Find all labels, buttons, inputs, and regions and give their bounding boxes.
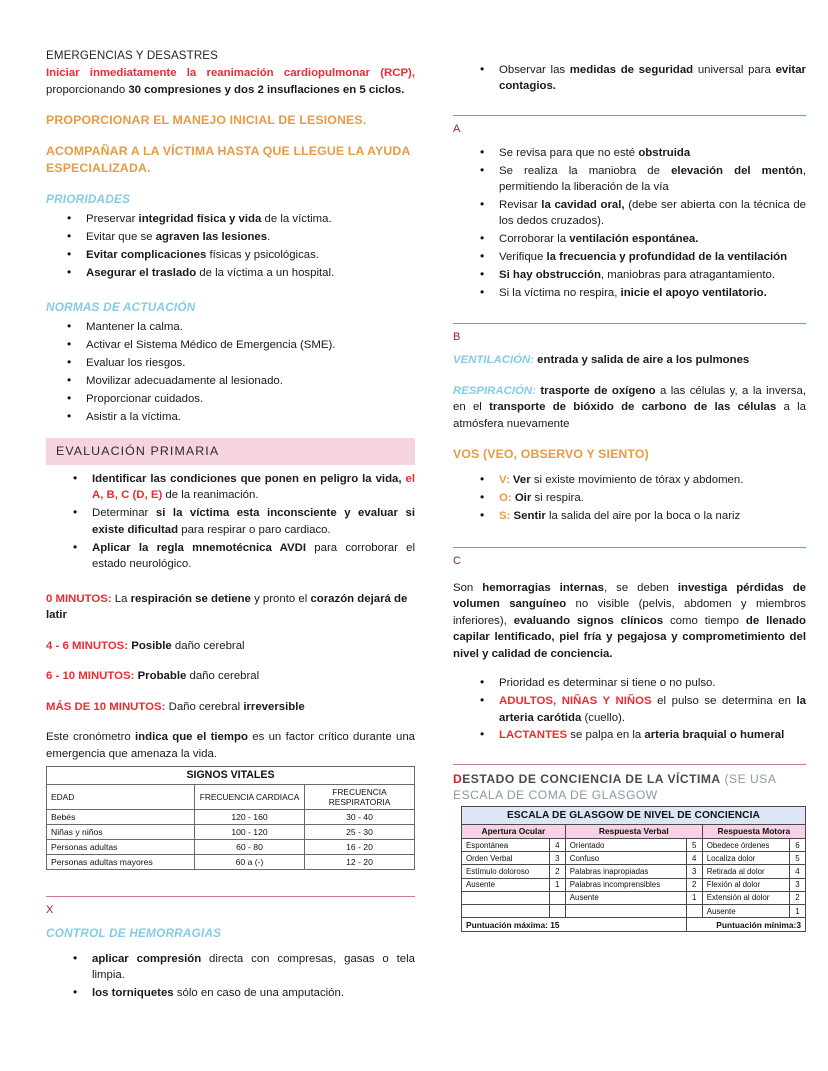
list-item <box>90 540 415 573</box>
respiracion-post: a la atmósfera nuevamente <box>453 401 806 430</box>
gcs-score: 3 <box>686 865 702 878</box>
minutes-bold: Posible <box>131 639 172 652</box>
item-post: para corroborar el estado neurológico. <box>92 541 415 571</box>
list-item <box>497 727 806 743</box>
item-pre: Observar las <box>499 64 570 76</box>
gcs-score <box>549 891 565 904</box>
minutes-row-0 <box>46 591 415 624</box>
vitals-header-fr: FRECUENCIA RESPIRATORIA <box>305 785 415 810</box>
gcs-cell: Palabras incomprensibles <box>565 878 686 891</box>
table-row <box>47 855 415 870</box>
gcs-title: ESCALA DE GLASGOW DE NIVEL DE CONCIENCIA <box>462 806 806 824</box>
pulso-list <box>453 675 806 744</box>
item-pre: Prioridad es determinar si tiene o no pulso. <box>499 677 716 690</box>
item-bold: Identificar las condiciones que ponen en peligro la vida, <box>92 473 406 486</box>
gcs-score: 1 <box>790 904 806 917</box>
minutes-label: 4 - 6 MINUTOS: <box>46 639 129 652</box>
list-item <box>90 505 415 538</box>
list-item <box>497 490 806 506</box>
item-pre: se palpa en la <box>567 729 645 742</box>
heading-vos: VOS (VEO, OBSERVO Y SIENTO) <box>453 447 649 462</box>
table-row <box>47 840 415 855</box>
item-bold: elevación del mentón <box>671 164 803 177</box>
circulacion-paragraph <box>453 580 806 663</box>
item-post: directa con compresas, gasas o tela limpia. <box>92 953 415 982</box>
ventilacion-definition <box>453 352 806 369</box>
list-item: • Evaluar los riesgos. <box>84 355 415 371</box>
table-row <box>47 785 415 810</box>
heading-acompanar-victima: ACOMPAÑAR A LA VÍCTIMA HASTA QUE LLEGUE LA AYUDA ESPECIALIZADA. <box>46 144 411 175</box>
gcs-cell: Confuso <box>565 852 686 865</box>
item-pre: Preservar <box>86 213 139 225</box>
table-row <box>462 865 806 878</box>
vitals-cell-fr: 12 - 20 <box>305 855 415 870</box>
section-letter-a: A <box>453 122 461 135</box>
respiracion-mid: a las células y, a la inversa, en el <box>453 384 806 414</box>
vos-letter: S: <box>499 510 511 523</box>
list-item <box>497 163 806 196</box>
item-bold: Si hay obstrucción <box>499 269 601 282</box>
vitals-cell-fr: 25 - 30 <box>305 825 415 840</box>
item-post: (cuello). <box>581 711 625 724</box>
item-post: para respirar o paro cardiaco. <box>178 523 331 536</box>
item-bold: Sentir <box>510 510 546 523</box>
item-bold: si la víctima esta inconsciente y evaluar si existe dificultad <box>92 507 415 536</box>
minutes-bold: irreversible <box>243 700 305 713</box>
gcs-score: 2 <box>549 865 565 878</box>
gcs-score: 2 <box>790 891 806 904</box>
minutes-bold: Probable <box>137 670 187 682</box>
vitals-cell-age: Personas adultas mayores <box>47 855 195 870</box>
vos-list <box>453 472 806 524</box>
item-pre: Corroborar la <box>499 233 570 246</box>
table-row <box>462 904 806 917</box>
item-red: LACTANTES <box>499 729 568 742</box>
cronometro-pre: Este cronómetro <box>46 731 136 743</box>
item-post: de la víctima. <box>261 213 332 225</box>
gcs-score: 6 <box>790 839 806 852</box>
item-pre: Se realiza la maniobra de <box>499 164 672 177</box>
list-item <box>497 472 806 488</box>
hemorragias-list <box>46 951 415 1002</box>
gcs-footer-min: Puntuación mínima:3 <box>686 918 805 932</box>
item-post: si respira. <box>531 492 584 505</box>
minutes-mid: y pronto el <box>250 592 311 605</box>
list-item: • Activar el Sistema Médico de Emergencia (SME). <box>84 337 415 353</box>
minutes-bold2: corazón dejará de latir <box>46 592 408 621</box>
right-column <box>453 48 806 932</box>
list-item: • Mantener la calma. <box>84 319 415 335</box>
list-item <box>497 693 806 726</box>
gcs-score: 3 <box>790 878 806 891</box>
document-title: EMERGENCIAS Y DESASTRES <box>46 49 218 62</box>
section-letter-b: B <box>453 331 461 344</box>
table-row <box>462 824 806 838</box>
gcs-cell: Flexión al dolor <box>702 878 789 891</box>
gcs-score: 4 <box>686 852 702 865</box>
vitals-cell-fc: 120 - 160 <box>195 810 305 825</box>
minutes-bold: respiración se detiene <box>130 592 251 605</box>
item-post: . <box>267 230 271 243</box>
item-pre: Verifique <box>499 251 547 264</box>
escala-glasgow-table <box>461 806 806 933</box>
c-bold4: de llenado capilar lentificado, piel fría y pegajosa y comprometimiento del nivel y calidad de conciencia. <box>453 614 806 660</box>
item-bold: los torniquetes <box>92 987 174 1000</box>
vitals-title: SIGNOS VITALES <box>47 767 415 785</box>
list-item <box>497 267 806 283</box>
minutes-row-1 <box>46 638 415 655</box>
list-item <box>90 951 415 984</box>
item-post: , permitiendo la liberación de la vía <box>499 164 806 194</box>
banner-evaluacion-primaria: EVALUACIÓN PRIMARIA <box>46 438 415 465</box>
gcs-cell: Estímulo doloroso <box>462 865 550 878</box>
section-divider <box>46 896 415 897</box>
item-bold: la cavidad oral, <box>541 199 625 212</box>
section-letter-x: X <box>46 904 54 916</box>
minutes-label: MÁS DE 10 MINUTOS: <box>46 700 166 713</box>
minutes-label: 6 - 10 MINUTOS: <box>46 670 135 682</box>
respiracion-definition <box>453 383 806 433</box>
list-item <box>497 508 806 524</box>
list-item: • Movilizar adecuadamente al lesionado. <box>84 373 415 389</box>
respiracion-label: RESPIRACIÓN: <box>453 384 536 397</box>
intro-middle: proporcionando <box>46 83 129 96</box>
vitals-cell-age: Bebés <box>47 810 195 825</box>
table-row <box>462 852 806 865</box>
ventilacion-text: entrada y salida de aire a los pulmones <box>534 354 750 367</box>
gcs-subheader-verbal: Respuesta Verbal <box>565 824 702 838</box>
vitals-cell-age: Personas adultas <box>47 840 195 855</box>
item-bold: ventilación espontánea. <box>569 233 699 246</box>
estado-conciencia-main: ESTADO DE CONCIENCIA DE LA VÍCTIMA <box>462 771 721 786</box>
prioridades-list <box>46 211 415 281</box>
minutes-pre: La <box>111 592 131 605</box>
list-item <box>497 231 806 247</box>
item-pre: Evitar que se <box>86 230 156 243</box>
vitals-cell-fr: 30 - 40 <box>305 810 415 825</box>
item-pre: Si la víctima no respira, <box>499 287 621 300</box>
item-bold: Asegurar el traslado <box>86 266 197 279</box>
list-item <box>84 247 415 263</box>
list-item <box>84 211 415 227</box>
item-pre: Se revisa para que no esté <box>499 146 639 159</box>
gcs-cell: Extensión al dolor <box>702 891 789 904</box>
gcs-cell <box>462 891 550 904</box>
gcs-score: 2 <box>686 878 702 891</box>
respiracion-bold1: trasporte de oxígeno <box>535 384 656 397</box>
respiracion-bold2: transporte de bióxido de carbono de las células <box>489 401 777 414</box>
gcs-score: 3 <box>549 852 565 865</box>
c-bold3: evaluando signos clínicos <box>513 614 664 627</box>
gcs-cell: Orden Verbal <box>462 852 550 865</box>
list-item <box>497 62 806 95</box>
evaluacion-primaria-list <box>46 471 415 572</box>
item-post: si existe movimiento de tórax y abdomen. <box>530 474 744 487</box>
list-item <box>90 471 415 504</box>
heading-control-hemorragias: CONTROL DE HEMORRAGIAS <box>46 926 222 940</box>
gcs-cell: Palabras inapropiadas <box>565 865 686 878</box>
item-bold: la arteria carótida <box>499 695 806 724</box>
section-divider <box>453 764 806 765</box>
gcs-cell: Retirada al dolor <box>702 865 789 878</box>
table-row <box>462 878 806 891</box>
two-column-layout <box>46 48 807 1006</box>
item-bold: inicie el apoyo ventilatorio. <box>620 287 767 300</box>
normas-list <box>46 319 415 425</box>
item-post: (debe ser abierta con la técnica de los dedos cruzados). <box>499 199 807 228</box>
item-bold: Evitar complicaciones <box>86 248 207 261</box>
item-pre: Revisar <box>499 199 542 212</box>
table-row <box>462 918 806 932</box>
section-divider <box>453 115 806 116</box>
gcs-score: 5 <box>686 839 702 852</box>
item-post: de la reanimación. <box>162 489 259 502</box>
table-row <box>47 767 415 785</box>
table-row <box>462 839 806 852</box>
item-bold: Oir <box>511 492 532 505</box>
item-post: sólo en caso de una amputación. <box>173 987 344 1000</box>
vitals-cell-fr: 16 - 20 <box>305 840 415 855</box>
airway-list <box>453 145 806 302</box>
vitals-header-edad: EDAD <box>47 785 195 810</box>
list-item <box>497 197 806 230</box>
minutes-label: 0 MINUTOS: <box>46 592 112 605</box>
intro-paragraph <box>46 65 415 98</box>
minutes-row-2 <box>46 668 415 685</box>
gcs-score: 1 <box>549 878 565 891</box>
item-post: de la víctima a un hospital. <box>196 266 335 279</box>
gcs-cell <box>565 904 686 917</box>
list-item <box>90 985 415 1001</box>
gcs-score: 4 <box>790 865 806 878</box>
gcs-cell <box>462 904 550 917</box>
gcs-footer-max: Puntuación máxima: 15 <box>462 918 687 932</box>
list-item <box>84 229 415 245</box>
signos-vitales-table <box>46 766 415 870</box>
gcs-cell: Ausente <box>565 891 686 904</box>
list-item: • Proporcionar cuidados. <box>84 391 415 407</box>
list-item <box>497 249 806 265</box>
minutes-row-3 <box>46 699 415 716</box>
gcs-score <box>549 904 565 917</box>
vitals-cell-fc: 60 a (-) <box>195 855 305 870</box>
item-bold: agraven las lesiones <box>155 230 268 243</box>
c-pre: Son <box>453 581 483 594</box>
item-post: , maniobras para atragantamiento. <box>600 269 776 282</box>
estado-conciencia-tail: (SE USA ESCALA DE COMA DE GLASGOW <box>453 771 776 802</box>
vitals-cell-fc: 100 - 120 <box>195 825 305 840</box>
vos-letter: V: <box>499 474 510 487</box>
c-mid3: como tiempo <box>663 614 746 627</box>
top-bullet-list <box>453 62 806 95</box>
item-bold: integridad física y vida <box>138 213 262 225</box>
item-red: el A, B, C (D, E) <box>92 473 415 502</box>
cronometro-paragraph <box>46 729 415 762</box>
list-item <box>84 265 415 281</box>
item-pre: Determinar <box>92 507 156 520</box>
letter-d: D <box>453 771 463 786</box>
item-post: físicas y psicológicas. <box>206 248 319 261</box>
heading-proporcionar-manejo: PROPORCIONAR EL MANEJO INICIAL DE LESIONES. <box>46 113 367 127</box>
gcs-cell: Espontánea <box>462 839 550 852</box>
cronometro-post: es un factor crítico durante una emergencia que amenaza la vida. <box>46 731 415 760</box>
gcs-subheader-motora: Respuesta Motora <box>702 824 805 838</box>
left-column <box>46 48 415 1006</box>
section-divider <box>453 323 806 324</box>
gcs-cell: Ausente <box>462 878 550 891</box>
heading-estado-conciencia <box>453 771 806 803</box>
gcs-cell: Orientado <box>565 839 686 852</box>
vitals-header-fc: FRECUENCIA CARDIACA <box>195 785 305 810</box>
table-row <box>462 806 806 824</box>
section-divider <box>453 547 806 548</box>
minutes-pre: Daño cerebral <box>165 700 244 713</box>
cronometro-bold: indica que el tiempo <box>135 731 248 743</box>
minutes-mid: daño cerebral <box>186 670 260 682</box>
ventilacion-label: VENTILACIÓN: <box>453 354 534 367</box>
table-row <box>47 810 415 825</box>
item-bold: aplicar compresión <box>92 953 202 965</box>
gcs-cell: Ausente <box>702 904 789 917</box>
heading-normas-actuacion: NORMAS DE ACTUACIÓN <box>46 300 196 315</box>
c-bold1: hemorragias internas <box>482 581 604 594</box>
section-letter-c: C <box>453 554 462 567</box>
item-bold: arteria braquial o humeral <box>644 729 785 742</box>
item-bold: la frecuencia y profundidad de la ventilación <box>546 251 788 264</box>
item-mid: universal para <box>693 64 776 76</box>
vitals-cell-age: Niñas y niños <box>47 825 195 840</box>
item-post: la salida del aire por la boca o la nariz <box>545 510 741 523</box>
item-bold: medidas de seguridad <box>569 64 694 76</box>
table-row <box>462 891 806 904</box>
c-bold2: investiga pérdidas de volumen sanguíneo <box>453 581 806 611</box>
gcs-cell: Localiza dolor <box>702 852 789 865</box>
c-mid1: , se deben <box>603 581 678 594</box>
gcs-score: 1 <box>686 891 702 904</box>
gcs-score: 5 <box>790 852 806 865</box>
item-bold: Ver <box>509 474 531 487</box>
list-item <box>497 145 806 161</box>
item-pre: el pulso se determina en <box>651 695 797 708</box>
item-bold: obstruida <box>638 146 691 159</box>
minutes-mid: daño cerebral <box>171 639 245 652</box>
intro-bold: 30 compresiones y dos 2 insuflaciones en 5 ciclos. <box>128 83 405 96</box>
intro-red-lead: Iniciar inmediatamente la reanimación cardiopulmonar (RCP), <box>46 67 415 79</box>
gcs-subheader-ocular: Apertura Ocular <box>462 824 566 838</box>
item-bold: Aplicar la regla mnemotécnica AVDI <box>92 541 307 554</box>
vos-letter: O: <box>499 492 512 505</box>
vitals-cell-fc: 60 - 80 <box>195 840 305 855</box>
list-item <box>497 675 806 691</box>
list-item <box>497 285 806 301</box>
table-row <box>47 825 415 840</box>
c-mid2: no visible (pelvis, abdomen y miembros inferiores), <box>453 598 806 627</box>
item-red: ADULTOS, NIÑAS Y NIÑOS <box>499 695 652 708</box>
gcs-cell: Obedece órdenes <box>702 839 789 852</box>
gcs-score <box>686 904 702 917</box>
list-item: • Asistir a la víctima. <box>84 409 415 425</box>
item-bold2: evitar contagios. <box>499 64 806 93</box>
heading-prioridades: PRIORIDADES <box>46 192 131 206</box>
gcs-score: 4 <box>549 839 565 852</box>
